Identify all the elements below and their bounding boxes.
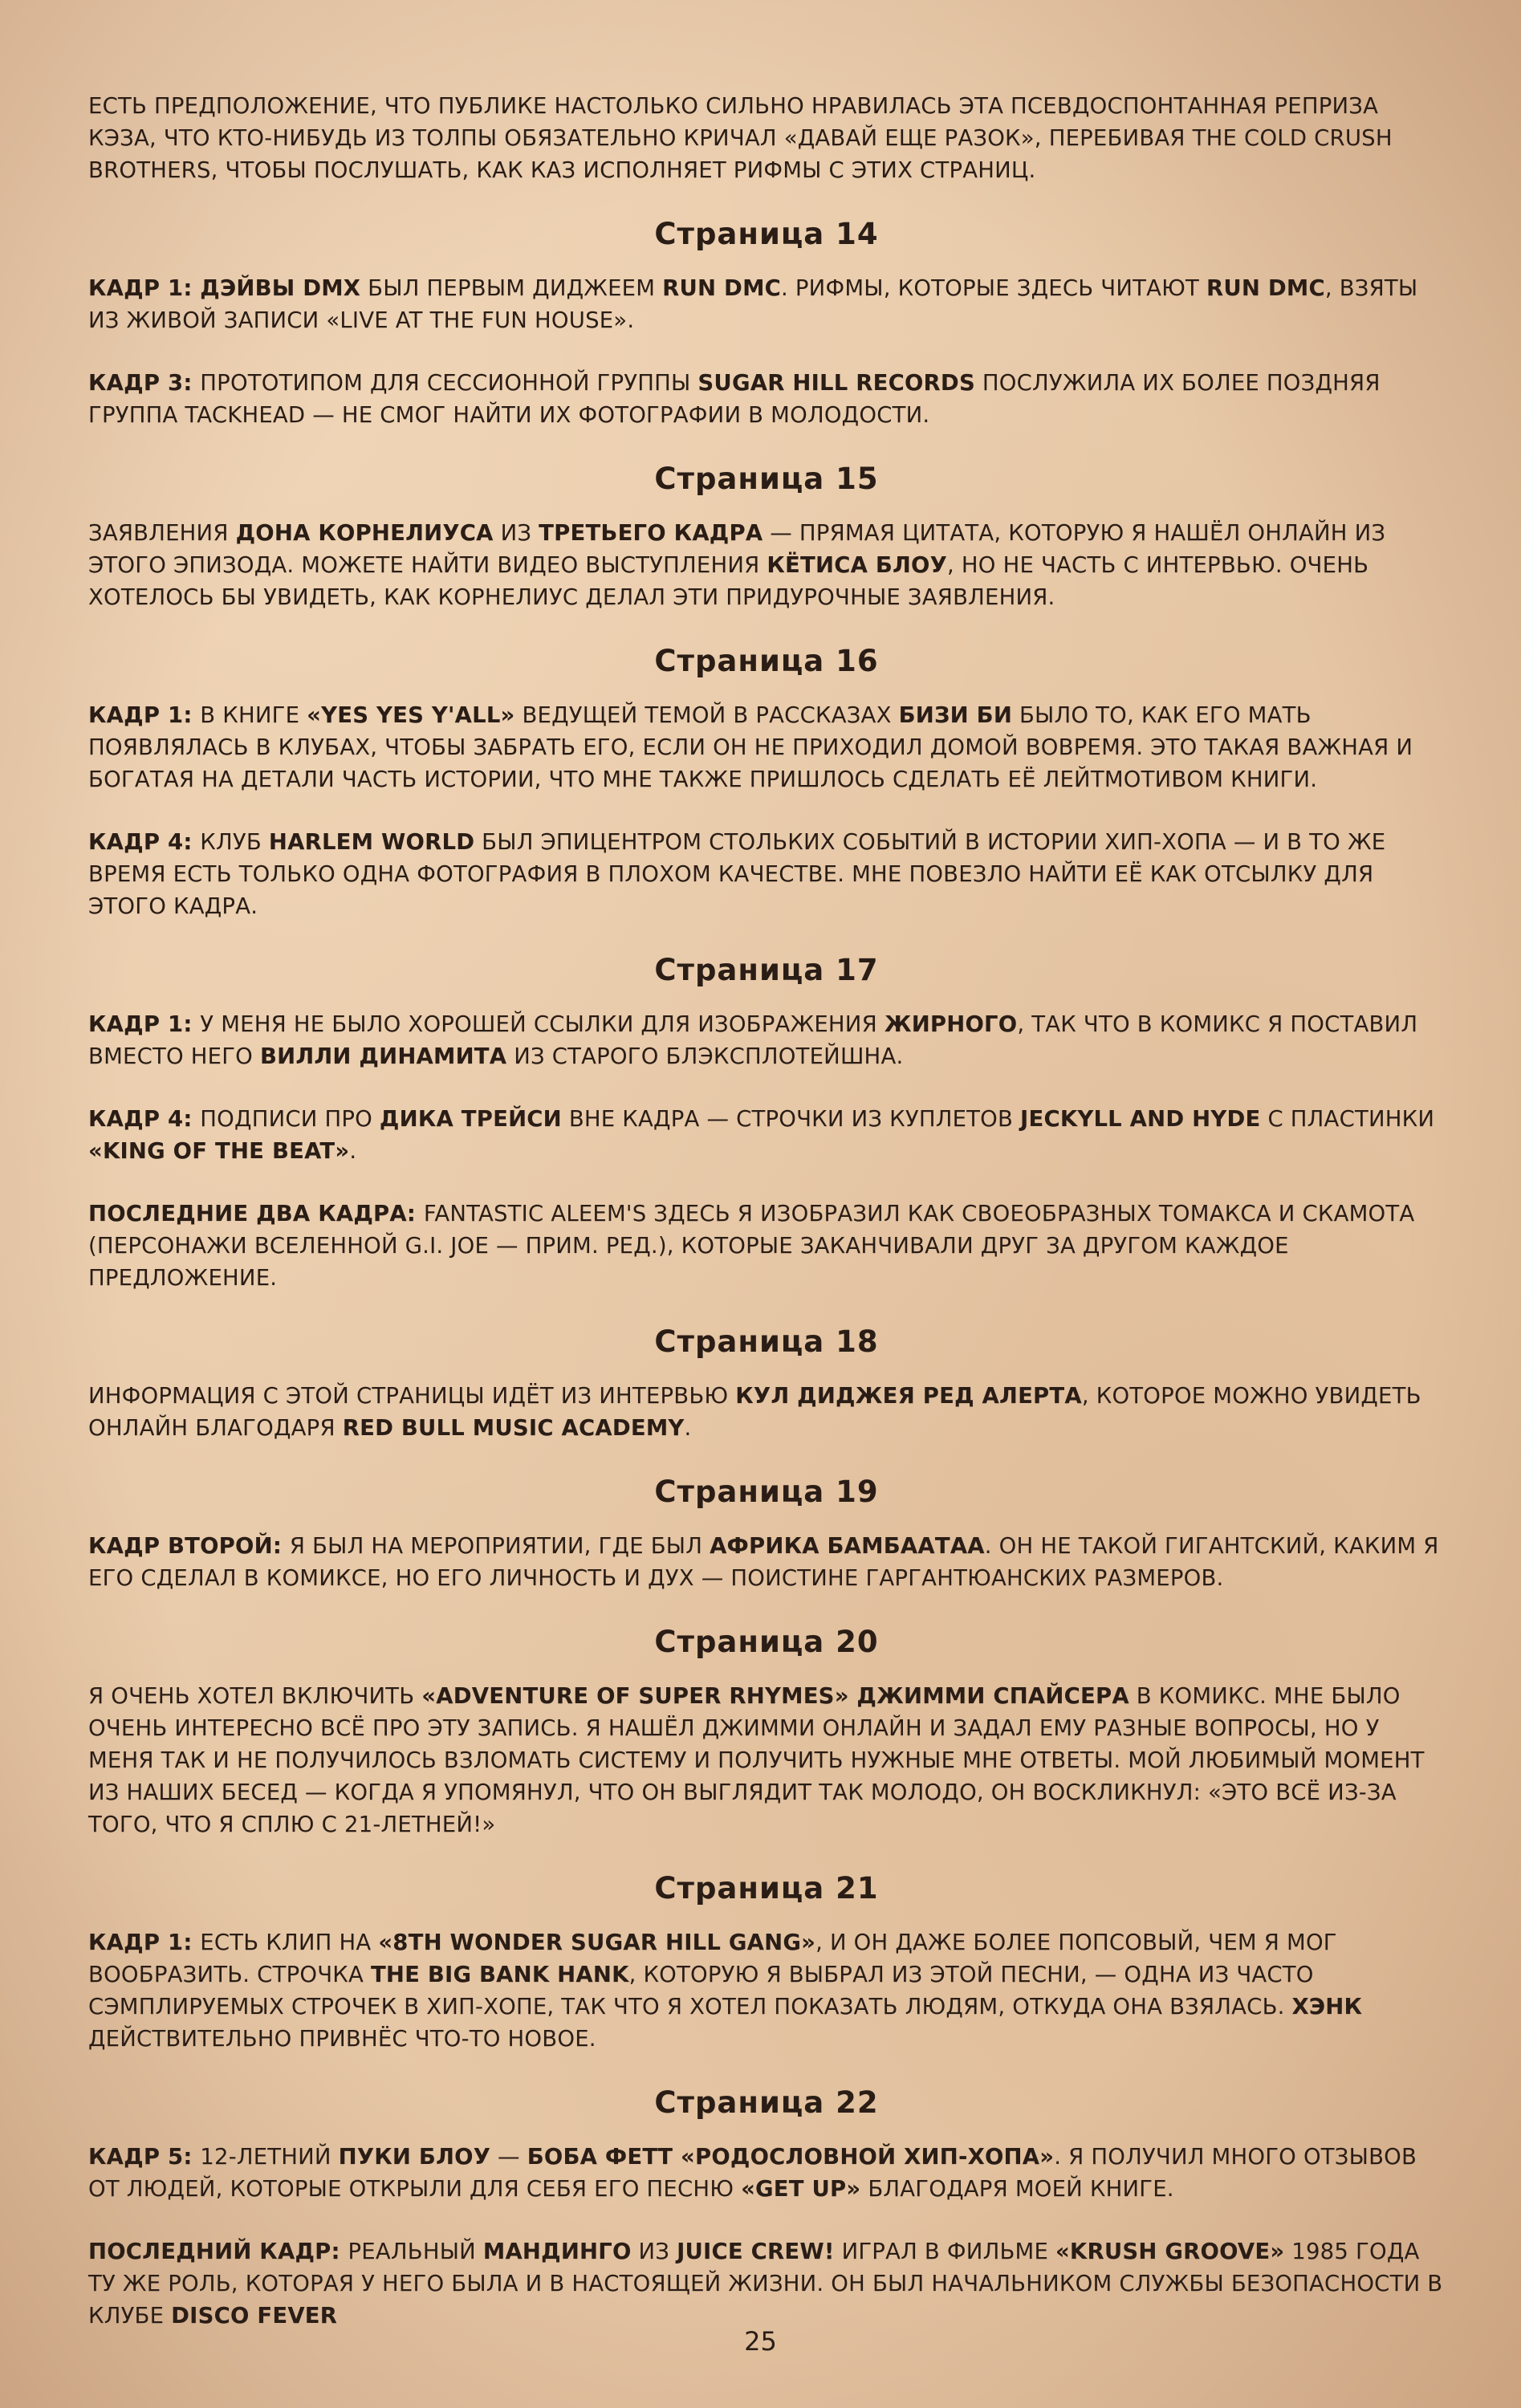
bold-term: «ADVENTURE OF SUPER RHYMES» ДЖИММИ СПАЙСЕРА (421, 1683, 1129, 1709)
bold-term: HARLEM WORLD (268, 829, 475, 855)
bold-term: ДИКА ТРЕЙСИ (379, 1106, 562, 1132)
bold-term: КАДР ВТОРОЙ: (88, 1533, 290, 1559)
text-run: У МЕНЯ НЕ БЫЛО ХОРОШЕЙ ССЫЛКИ ДЛЯ ИЗОБРАЖЕНИЯ (200, 1011, 885, 1037)
bold-term: КАДР 4: (88, 829, 201, 855)
section-paragraph (88, 517, 1445, 613)
bold-term: DISCO FEVER (171, 2303, 338, 2329)
text-run: ПОСЛУЖИЛА ИХ БОЛЕЕ ПОЗДНЯЯ ГРУППА TACKHEAD — НЕ СМОГ НАЙТИ ИХ ФОТОГРАФИИ В МОЛОДОСТИ. (88, 370, 1381, 428)
section-title: Страница 15 (654, 462, 879, 496)
section-title: Страница 18 (654, 1324, 879, 1359)
text-run: ДЕЙСТВИТЕЛЬНО ПРИВНЁС ЧТО-ТО НОВОЕ. (88, 2026, 596, 2052)
page-body (88, 90, 1445, 2362)
text-run: . (684, 1415, 692, 1441)
section-title: Страница 14 (654, 217, 879, 251)
text-run: 1985 ГОДА ТУ ЖЕ РОЛЬ, КОТОРАЯ У НЕГО БЫЛА И В НАСТОЯЩЕЙ ЖИЗНИ. ОН БЫЛ НАЧАЛЬНИКОМ СЛУЖБЫ БЕЗОПАСНОСТИ В КЛУБЕ (88, 2239, 1443, 2329)
text-run: — (490, 2144, 527, 2170)
text-run: В КНИГЕ (200, 702, 307, 728)
section-paragraph (88, 1103, 1445, 1167)
bold-term: RUN DMC (662, 275, 782, 301)
bold-term: ДОНА КОРНЕЛИУСА (235, 520, 494, 546)
text-run: ИЗ (493, 520, 539, 546)
text-run: Я БЫЛ НА МЕРОПРИЯТИИ, ГДЕ БЫЛ (289, 1533, 710, 1559)
page-number: 25 (744, 2326, 777, 2357)
section-paragraph (88, 272, 1445, 336)
text-run: — ПРЯМАЯ ЦИТАТА, КОТОРУЮ Я НАШЁЛ ОНЛАЙН ИЗ ЭТОГО ЭПИЗОДА. МОЖЕТЕ НАЙТИ ВИДЕО ВЫСТУПЛЕНИЯ (88, 520, 1386, 578)
bold-term: «GET UP» (741, 2176, 861, 2202)
bold-term: ЖИРНОГО (884, 1011, 1018, 1037)
text-run: С ПЛАСТИНКИ (1260, 1106, 1435, 1132)
bold-term: КАДР 4: (88, 1106, 201, 1132)
text-run: ЕСТЬ КЛИП НА (200, 1930, 379, 1955)
section-title: Страница 19 (654, 1474, 879, 1509)
text-run: ВНЕ КАДРА — СТРОЧКИ ИЗ КУПЛЕТОВ (561, 1106, 1021, 1132)
bold-term: АФРИКА БАМБААТАА (710, 1533, 985, 1559)
section-paragraph (88, 367, 1445, 431)
bold-term: SUGAR HILL RECORDS (697, 370, 975, 396)
text-run: Я ОЧЕНЬ ХОТЕЛ ВКЛЮЧИТЬ (88, 1683, 422, 1709)
bold-term: КАДР 5: (88, 2144, 201, 2170)
section-title: Страница 16 (654, 644, 879, 678)
section-title: Страница 21 (654, 1871, 879, 1906)
text-run: ВЕДУЩЕЙ ТЕМОЙ В РАССКАЗАХ (514, 702, 899, 728)
bold-term: JECKYLL AND HYDE (1020, 1106, 1261, 1132)
bold-term: ДЭЙВЫ DMX (200, 275, 361, 301)
section-paragraph (88, 1198, 1445, 1294)
bold-term: КАДР 1: (88, 275, 201, 301)
text-run: БЫЛО ТО, КАК ЕГО МАТЬ ПОЯВЛЯЛАСЬ В КЛУБАХ, ЧТОБЫ ЗАБРАТЬ ЕГО, ЕСЛИ ОН НЕ ПРИХОДИЛ ДОМОЙ ВОВРЕМЯ. ЭТО ТАКАЯ ВАЖНАЯ И БОГАТАЯ НА ДЕТАЛИ ЧАСТЬ ИСТОРИИ, ЧТО МНЕ ТАКЖЕ ПРИШЛОСЬ СДЕЛАТЬ ЕЁ ЛЕЙТМОТИВОМ КНИГИ. (88, 702, 1413, 792)
text-run: 12-ЛЕТНИЙ (200, 2144, 339, 2170)
section-title: Страница 22 (654, 2085, 879, 2120)
text-run: РЕАЛЬНЫЙ (348, 2239, 483, 2264)
sections (88, 217, 1445, 2332)
text-run: , КОТОРОЕ МОЖНО УВИДЕТЬ ОНЛАЙН БЛАГОДАРЯ (88, 1383, 1421, 1441)
bold-term: КЁТИСА БЛОУ (767, 552, 948, 578)
text-run: БЛАГОДАРЯ МОЕЙ КНИГЕ. (860, 2176, 1174, 2202)
text-run: ИНФОРМАЦИЯ С ЭТОЙ СТРАНИЦЫ ИДЁТ ИЗ ИНТЕРВЬЮ (88, 1383, 736, 1409)
text-run: , КОТОРУЮ Я ВЫБРАЛ ИЗ ЭТОЙ ПЕСНИ, — ОДНА ИЗ ЧАСТО СЭМПЛИРУЕМЫХ СТРОЧЕК В ХИП-ХОПЕ, ТАК ЧТО Я ХОТЕЛ ПОКАЗАТЬ ЛЮДЯМ, ОТКУДА ОНА ВЗЯЛАСЬ. (88, 1962, 1314, 2020)
text-run: , И ОН ДАЖЕ БОЛЕЕ ПОПСОВЫЙ, ЧЕМ Я МОГ ВООБРАЗИТЬ. СТРОЧКА (88, 1930, 1337, 1987)
text-run: , ВЗЯТЫ ИЗ ЖИВОЙ ЗАПИСИ «LIVE AT THE FUN HOUSE». (88, 275, 1418, 333)
text-run: КЛУБ (200, 829, 269, 855)
bold-term: ПУКИ БЛОУ (338, 2144, 491, 2170)
text-run: . ОН НЕ ТАКОЙ ГИГАНТСКИЙ, КАКИМ Я ЕГО СДЕЛАЛ В КОМИКСЕ, НО ЕГО ЛИЧНОСТЬ И ДУХ — ПОИСТИНЕ ГАРГАНТЮАНСКИХ РАЗМЕРОВ. (88, 1533, 1439, 1591)
section-paragraph (88, 699, 1445, 795)
bold-term: КАДР 1: (88, 1930, 201, 1955)
text-run: В КОМИКС. МНЕ БЫЛО ОЧЕНЬ ИНТЕРЕСНО ВСЁ ПРО ЭТУ ЗАПИСЬ. Я НАШЁЛ ДЖИММИ ОНЛАЙН И ЗАДАЛ ЕМУ РАЗНЫЕ ВОПРОСЫ, НО У МЕНЯ ТАК И НЕ ПОЛУЧИЛОСЬ ВЗЛОМАТЬ СИСТЕМУ И ПОЛУЧИТЬ НУЖНЫЕ МНЕ ОТВЕТЫ. МОЙ ЛЮБИМЫЙ МОМЕНТ ИЗ НАШИХ БЕСЕД — КОГДА Я УПОМЯНУЛ, ЧТО ОН ВЫГЛЯДИТ ТАК МОЛОДО, ОН ВОСКЛИКНУЛ: «ЭТО ВСЁ ИЗ-ЗА ТОГО, ЧТО Я СПЛЮ С 21-ЛЕТНЕЙ!» (88, 1683, 1425, 1837)
bold-term: КАДР 1: (88, 1011, 201, 1037)
bold-term: «KRUSH GROOVE» (1055, 2239, 1285, 2264)
text-run: ЗАЯВЛЕНИЯ (88, 520, 236, 546)
bold-term: «KING OF THE BEAT» (88, 1138, 350, 1164)
section-paragraph (88, 1926, 1445, 2055)
bold-term: БОБА ФЕТТ «РОДОСЛОВНОЙ ХИП-ХОПА» (527, 2144, 1055, 2170)
bold-term: КАДР 3: (88, 370, 201, 396)
bold-term: ПОСЛЕДНИЕ ДВА КАДРА: (88, 1201, 424, 1226)
text-run: ИЗ СТАРОГО БЛЭКСПЛОТЕЙШНА. (506, 1043, 904, 1069)
section-paragraph (88, 2235, 1445, 2332)
bold-term: ВИЛЛИ ДИНАМИТА (259, 1043, 507, 1069)
bold-term: RUN DMC (1206, 275, 1325, 301)
text-run: FANTASTIC ALEEM'S ЗДЕСЬ Я ИЗОБРАЗИЛ КАК СВОЕОБРАЗНЫХ ТОМАКСА И СКАМОТА (ПЕРСОНАЖИ ВСЕЛЕННОЙ G.I. JOE — ПРИМ. РЕД.), КОТОРЫЕ ЗАКАНЧИВАЛИ ДРУГ ЗА ДРУГОМ КАЖДОЕ ПРЕДЛОЖЕНИЕ. (88, 1201, 1415, 1291)
text-run: ПОДПИСИ ПРО (200, 1106, 380, 1132)
bold-term: ХЭНК (1291, 1994, 1363, 2020)
bold-term: JUICE CREW! (677, 2239, 835, 2264)
text-run: ИГРАЛ В ФИЛЬМЕ (834, 2239, 1055, 2264)
bold-term: ПОСЛЕДНИЙ КАДР: (88, 2239, 348, 2264)
bold-term: THE BIG BANK HANK (370, 1962, 629, 1987)
bold-term: «8TH WONDER SUGAR HILL GANG» (378, 1930, 816, 1955)
text-run: . РИФМЫ, КОТОРЫЕ ЗДЕСЬ ЧИТАЮТ (781, 275, 1206, 301)
section-title: Страница 20 (654, 1625, 879, 1659)
section-title: Страница 17 (654, 953, 879, 987)
text-run: . (349, 1138, 357, 1164)
section-paragraph (88, 1008, 1445, 1072)
bold-term: ТРЕТЬЕГО КАДРА (539, 520, 763, 546)
text-run: . Я ПОЛУЧИЛ МНОГО ОТЗЫВОВ ОТ ЛЮДЕЙ, КОТОРЫЕ ОТКРЫЛИ ДЛЯ СЕБЯ ЕГО ПЕСНЮ (88, 2144, 1417, 2202)
text-run: ПРОТОТИПОМ ДЛЯ СЕССИОННОЙ ГРУППЫ (200, 370, 698, 396)
section-paragraph (88, 1530, 1445, 1594)
bold-term: КУЛ ДИДЖЕЯ РЕД АЛЕРТА (735, 1383, 1082, 1409)
section-paragraph (88, 1380, 1445, 1444)
text-run: , НО НЕ ЧАСТЬ С ИНТЕРВЬЮ. ОЧЕНЬ ХОТЕЛОСЬ БЫ УВИДЕТЬ, КАК КОРНЕЛИУС ДЕЛАЛ ЭТИ ПРИДУРОЧНЫЕ ЗАЯВЛЕНИЯ. (88, 552, 1369, 610)
text-run: БЫЛ ПЕРВЫМ ДИДЖЕЕМ (360, 275, 663, 301)
intro-paragraph: ЕСТЬ ПРЕДПОЛОЖЕНИЕ, ЧТО ПУБЛИКЕ НАСТОЛЬКО СИЛЬНО НРАВИЛАСЬ ЭТА ПСЕВДОСПОНТАННАЯ РЕПРИЗА КЭЗА, ЧТО КТО-НИБУДЬ ИЗ ТОЛПЫ ОБЯЗАТЕЛЬНО КРИЧАЛ «ДАВАЙ ЕЩЕ РАЗОК», ПЕРЕБИВАЯ THE COLD CRUSH BROTHERS, ЧТОБЫ ПОСЛУШАТЬ, КАК КАЗ ИСПОЛНЯЕТ РИФМЫ С ЭТИХ СТРАНИЦ. (88, 93, 1393, 183)
text-run: , ТАК ЧТО В КОМИКС Я ПОСТАВИЛ ВМЕСТО НЕГО (88, 1011, 1418, 1069)
bold-term: RED BULL MUSIC ACADEMY (342, 1415, 685, 1441)
text-run: ИЗ (631, 2239, 677, 2264)
bold-term: МАНДИНГО (482, 2239, 632, 2264)
bold-term: БИЗИ БИ (898, 702, 1013, 728)
section-paragraph (88, 1680, 1445, 1841)
text-run: БЫЛ ЭПИЦЕНТРОМ СТОЛЬКИХ СОБЫТИЙ В ИСТОРИИ ХИП-ХОПА — И В ТО ЖЕ ВРЕМЯ ЕСТЬ ТОЛЬКО ОДНА ФОТОГРАФИЯ В ПЛОХОМ КАЧЕСТВЕ. МНЕ ПОВЕЗЛО НАЙТИ ЕЁ КАК ОТСЫЛКУ ДЛЯ ЭТОГО КАДРА. (88, 829, 1386, 919)
section-paragraph (88, 2141, 1445, 2205)
bold-term: «YES YES Y'ALL» (307, 702, 515, 728)
bold-term: КАДР 1: (88, 702, 201, 728)
section-paragraph (88, 826, 1445, 922)
